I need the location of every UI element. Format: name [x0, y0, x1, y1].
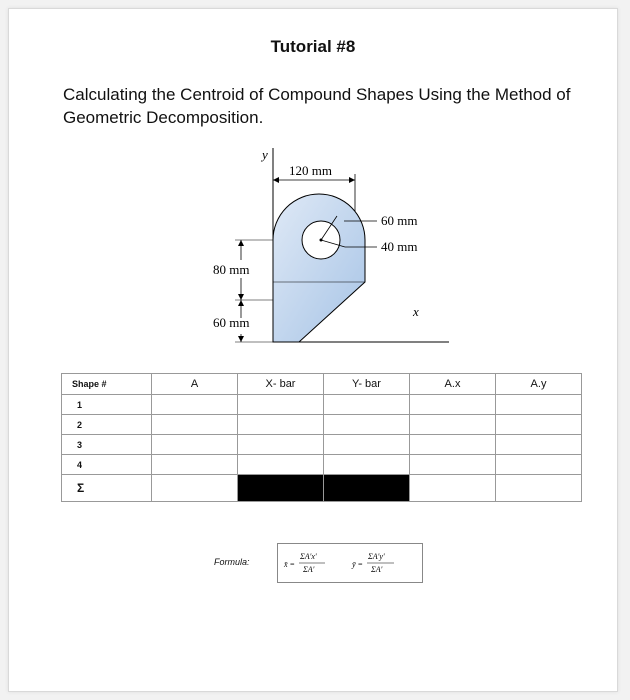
ybar-lhs: ȳ = [352, 560, 363, 569]
header-ay: A.y [496, 374, 582, 395]
cell-area[interactable] [152, 455, 238, 475]
cell-xbar[interactable] [238, 395, 324, 415]
header-area: A [152, 374, 238, 395]
table-row [62, 455, 582, 475]
hole-center [320, 239, 323, 242]
sum-ay[interactable] [496, 475, 582, 502]
blocked-cell [238, 475, 324, 502]
compound-shape-figure [159, 144, 459, 354]
table-row [62, 435, 582, 455]
cell-ay[interactable] [496, 435, 582, 455]
centroid-table [61, 373, 582, 502]
cell-ax[interactable] [410, 395, 496, 415]
x-axis-label: x [413, 304, 419, 319]
header-shape: Shape # [62, 374, 152, 395]
cell-ybar[interactable] [324, 395, 410, 415]
sum-row [62, 475, 582, 502]
dim-lower-arrow-top [238, 300, 244, 306]
cell-xbar[interactable] [238, 435, 324, 455]
header-ybar: Y- bar [324, 374, 410, 395]
dim-upper-arrow-bottom [238, 294, 244, 300]
dim-width-arrow-right [349, 177, 355, 183]
formula-svg [278, 544, 422, 582]
shape-number: 4 [62, 455, 152, 475]
document-page [8, 8, 618, 692]
cell-ybar[interactable] [324, 435, 410, 455]
table-row [62, 395, 582, 415]
cell-ax[interactable] [410, 435, 496, 455]
formula-label: Formula: [214, 557, 250, 567]
sum-area[interactable] [152, 475, 238, 502]
dim-width-label: 120 mm [289, 163, 332, 178]
page-title: Tutorial #8 [270, 37, 356, 56]
cell-ybar[interactable] [324, 415, 410, 435]
cell-ay[interactable] [496, 415, 582, 435]
cell-area[interactable] [152, 435, 238, 455]
dim-lower-label: 60 mm [213, 315, 250, 330]
dim-hole-label: 40 mm [381, 239, 418, 254]
document-heading: Calculating the Centroid of Compound Shapes Using the Method of Geometric Decomposition. [63, 85, 571, 127]
dim-outer-label: 60 mm [381, 213, 418, 228]
xbar-numerator: ΣA'x' [300, 552, 317, 561]
sum-symbol: Σ [62, 475, 152, 502]
dim-width-arrow-left [273, 177, 279, 183]
header-xbar: X- bar [238, 374, 324, 395]
cell-xbar[interactable] [238, 415, 324, 435]
xbar-denominator: ΣA' [303, 565, 315, 574]
y-axis-label: y [262, 147, 268, 162]
header-ax: A.x [410, 374, 496, 395]
formula-box [277, 543, 423, 583]
cell-xbar[interactable] [238, 455, 324, 475]
table-row [62, 415, 582, 435]
sum-ax[interactable] [410, 475, 496, 502]
shape-number: 1 [62, 395, 152, 415]
dim-lower-arrow-bottom [238, 336, 244, 342]
cell-area[interactable] [152, 415, 238, 435]
cell-ay[interactable] [496, 455, 582, 475]
ybar-numerator: ΣA'y' [368, 552, 385, 561]
cell-ax[interactable] [410, 455, 496, 475]
cell-ay[interactable] [496, 395, 582, 415]
xbar-lhs: x̄ = [284, 560, 295, 569]
table-header-row [62, 374, 582, 395]
blocked-cell [324, 475, 410, 502]
cell-ax[interactable] [410, 415, 496, 435]
shape-number: 2 [62, 415, 152, 435]
shape-number: 3 [62, 435, 152, 455]
cell-area[interactable] [152, 395, 238, 415]
ybar-denominator: ΣA' [371, 565, 383, 574]
cell-ybar[interactable] [324, 455, 410, 475]
dim-upper-label: 80 mm [213, 262, 250, 277]
compound-plate [273, 194, 365, 342]
dim-upper-arrow-top [238, 240, 244, 246]
